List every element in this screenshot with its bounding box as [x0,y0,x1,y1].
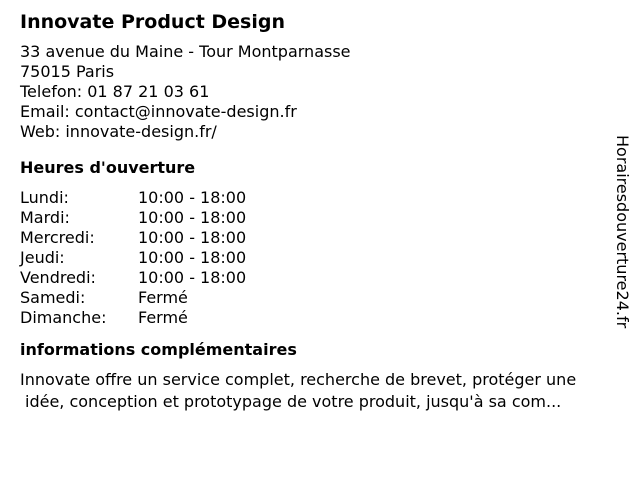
web-line: Web: innovate-design.fr/ [20,122,217,141]
hours-row [20,308,620,328]
info-text [20,369,620,413]
hours-time: Fermé [138,288,188,307]
hours-day: Samedi: [20,288,86,307]
hours-day: Mardi: [20,208,70,227]
business-card [20,10,620,413]
hours-row [20,188,620,208]
info-title: informations complémentaires [20,340,297,359]
info-text-line-2: idée, conception et prototypage de votre produit, jusqu'à sa com... [25,392,562,411]
hours-table [20,188,620,328]
hours-day: Lundi: [20,188,69,207]
phone-line: Telefon: 01 87 21 03 61 [20,82,210,101]
hours-row [20,248,620,268]
hours-time: Fermé [138,308,188,327]
hours-row [20,288,620,308]
business-name: Innovate Product Design [20,11,286,33]
hours-row [20,208,620,228]
hours-day: Vendredi: [20,268,96,287]
hours-time: 10:00 - 18:00 [138,188,247,207]
address-line-1: 33 avenue du Maine - Tour Montparnasse [20,42,351,61]
hours-time: 10:00 - 18:00 [138,228,247,247]
site-watermark: Horairesdouverture24.fr [613,135,632,329]
hours-time: 10:00 - 18:00 [138,248,247,267]
hours-day: Jeudi: [20,248,65,267]
hours-day: Dimanche: [20,308,107,327]
hours-row [20,228,620,248]
hours-day: Mercredi: [20,228,95,247]
info-text-line-1: Innovate offre un service complet, recherche de brevet, protéger une [20,370,577,389]
email-line: Email: contact@innovate-design.fr [20,102,297,121]
hours-row [20,268,620,288]
hours-time: 10:00 - 18:00 [138,208,247,227]
hours-time: 10:00 - 18:00 [138,268,247,287]
hours-title: Heures d'ouverture [20,158,196,177]
address-line-2: 75015 Paris [20,62,115,81]
